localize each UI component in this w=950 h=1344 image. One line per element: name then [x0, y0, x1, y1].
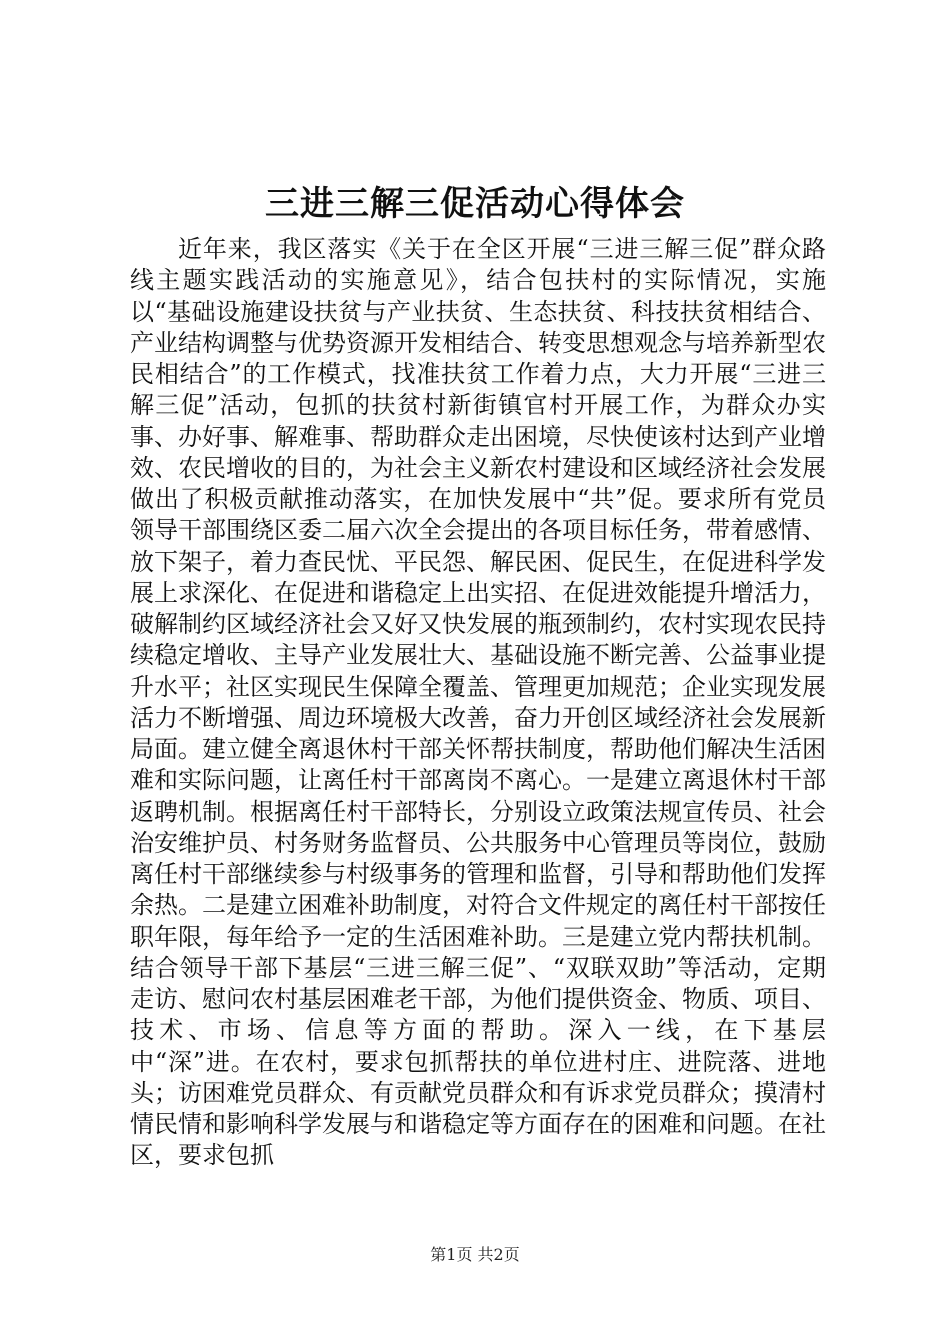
document-body-paragraph: 近年来，我区落实《关于在全区开展“三进三解三促”群众路线主题实践活动的实施意见》，结合包扶村的实际情况，实施以“基础设施建设扶贫与产业扶贫、生态扶贫、科技扶贫相结合、产业结构调整与优势资源开发相结合、转变思想观念与培养新型农民相结合”的工作模式，找准扶贫工作着力点，大力开展“三进三解三促”活动，包抓的扶贫村新街镇官村开展工作，为群众办实事、办好事、解难事、帮助群众走出困境，尽快使该村达到产业增效、农民增收的目的，为社会主义新农村建设和区域经济社会发展做出了积极贡献推动落实，在加快发展中“共”促。要求所有党员领导干部围绕区委二届六次全会提出的各项目标任务，带着感情、放下架子，着力查民忧、平民怨、解民困、促民生，在促进科学发展上求深化、在促进和谐稳定上出实招、在促进效能提升增活力，破解制约区域经济社会又好又快发展的瓶颈制约，农村实现农民持续稳定增收、主导产业发展壮大、基础设施不断完善、公益事业提升水平；社区实现民生保障全覆盖、管理更加规范；企业实现发展活力不断增强、周边环境极大改善，奋力开创区域经济社会发展新局面。建立健全离退休村干部关怀帮扶制度，帮助他们解决生活困难和实际问题，让离任村干部离岗不离心。一是建立离退休村干部返聘机制。根据离任村干部特长，分别设立政策法规宣传员、社会治安维护员、村务财务监督员、公共服务中心管理员等岗位，鼓励离任村干部继续参与村级事务的管理和监督，引导和帮助他们发挥余热。二是建立困难补助制度，对符合文件规定的离任村干部按任职年限，每年给予一定的生活困难补助。三是建立党内帮扶机制。结合领导干部下基层“三进三解三促”、“双联双助”等活动，定期走访、慰问农村基层困难老干部，为他们提供资金、物质、项目、技术、市场、信息等方面的帮助。深入一线，在下基层中“深”进。在农村，要求包抓帮扶的单位进村庄、进院落、进地头；访困难党员群众、有贡献党员群众和有诉求党员群众；摸清村情民情和影响科学发展与和谐稳定等方面存在的困难和问题。在社区，要求包抓 — [130, 235, 826, 1170]
document-title: 三进三解三促活动心得体会 — [265, 184, 685, 224]
page-number-footer: 第1页 共2页 — [430, 1245, 520, 1264]
